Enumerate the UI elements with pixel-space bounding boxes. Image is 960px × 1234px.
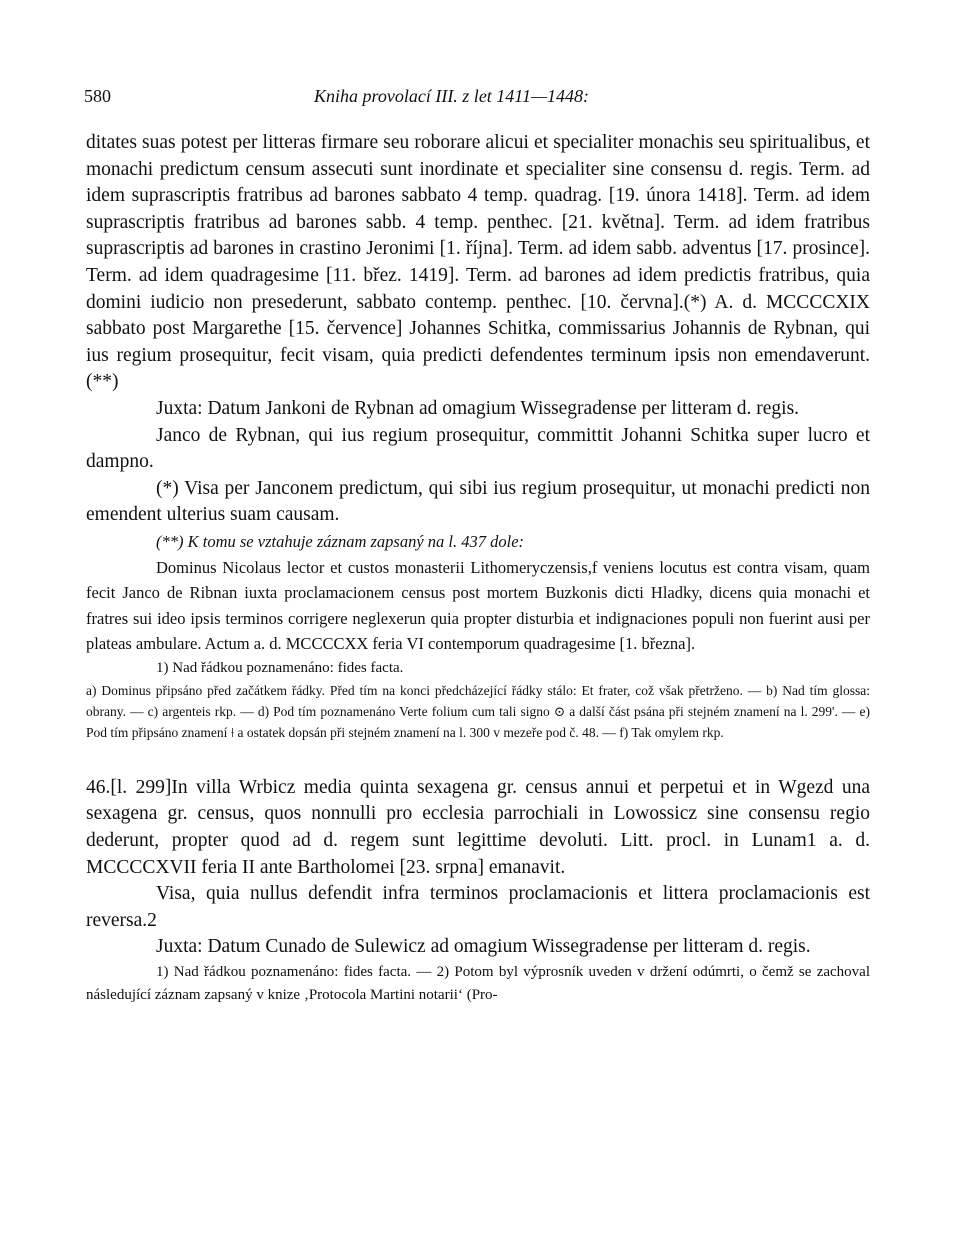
note-double-star-heading: (**) K tomu se vztahuje záznam zapsaný na l. 437 dole: (156, 531, 525, 551)
running-title: Kniha provolací III. z let 1411—1448: (314, 86, 589, 106)
paragraph-janco: Janco de Rybnan, qui ius regium prosequitur, committit Johanni Schitka super lucro et dampno. (86, 424, 870, 473)
paragraph-dominus-nicolaus: Dominus Nicolaus lector et custos monasterii Lithomeryczensis,f veniens locutus est contra visam, quam fecit Janco de Ribnan iuxta proclamacionem census post mortem Buzkonis dicti Hladky, dicens quia monachi et fratres sui ideo ipsis terminos corrigere neglexerun quia propter disturbia et indignaciones populi non fuerint ausi per plateas ambulare. Actum a. d. MCCCCXX feria VI contemporum quadragesime [1. března]. (86, 557, 870, 654)
footnote-1: 1) Nad řádkou poznamenáno: fides facta. (156, 659, 404, 676)
footnote-letters: a) Dominus připsáno před začátkem řádky. Před tím na konci předcházející řádky stálo: Et frater, což však přetrženo. — b) Nad tím glossa: obrany. — c) argenteis rkp. — d) Pod tím poznamenáno Verte folium cum tali signo ⊙ a další část psána při stejném znamení na l. 299'. — e) Pod tím připsáno znamení ⟊ a ostatek dopsán při stejném znamení na l. 300 v mezeře pod č. 48. — f) Tak omylem rkp. (86, 682, 870, 740)
paragraph-visa: Visa, quia nullus defendit infra terminos proclamacionis et littera proclamacionis est reversa.2 (86, 883, 870, 931)
document-page (86, 86, 870, 1007)
paragraph-terms: ditates suas potest per litteras firmare seu roborare alicui et specialiter monachis seu spiritualibus, et monachi predictum censum assecuti sunt inordinate et specialiter sine consensu d. regis. Term. ad idem suprascriptis fratribus ad barones sabbato 4 temp. quadrag. [19. února 1418]. Term. ad idem suprascriptis fratribus ad barones sabb. 4 temp. penthec. [21. května]. Term. ad idem fratribus suprascriptis ad barones in crastino Jeronimi [1. října]. Term. ad idem sabb. adventus [17. prosince]. Term. ad idem quadragesime [11. břez. 1419]. Term. ad barones ad idem predictis fratribus, quia domini iudicio non presederunt, sabbato contemp. penthec. [10. června].(*) A. d. MCCCCXIX sabbato post Margarethe [15. července] Johannes Schitka, commissarius Johannis de Rybnan, qui ius regium prosequitur, fecit visam, quia predicti defendentes terminum ipsis non emendaverunt.(**) (86, 132, 870, 393)
note-visa-star: (*) Visa per Janconem predictum, qui sibi ius regium prosequitur, ut monachi predicti non emendent ulterius suam causam. (86, 477, 870, 526)
paragraph-juxta-1: Juxta: Datum Jankoni de Rybnan ad omagium Wissegradense per litteram d. regis. (156, 397, 800, 419)
page-header (86, 86, 870, 116)
paragraph-juxta-2: Juxta: Datum Cunado de Sulewicz ad omagium Wissegradense per litteram d. regis. (156, 936, 811, 958)
page-number: 580 (84, 86, 111, 106)
entry-46: 46.[l. 299]In villa Wrbicz media quinta sexagena gr. census annui et perpetui et in Wgezd una sexagena gr. census, quos nonnulli pro ecclesia parrochiali in Lowossicz sine consensu regio dederunt, propter quod ad d. regem sunt legittime devoluti. Litt. procl. in Lunam1 a. d. MCCCCXVII feria II ante Bartholomei [23. srpna] emanavit. (86, 776, 870, 878)
footnotes-entry-46: 1) Nad řádkou poznamenáno: fides facta. — 2) Potom byl výprosník uveden v držení odúmrti, o čemž se zachoval následující záznam zapsaný v knize ‚Protocola Martini notarii‘ (Pro- (86, 964, 870, 1004)
